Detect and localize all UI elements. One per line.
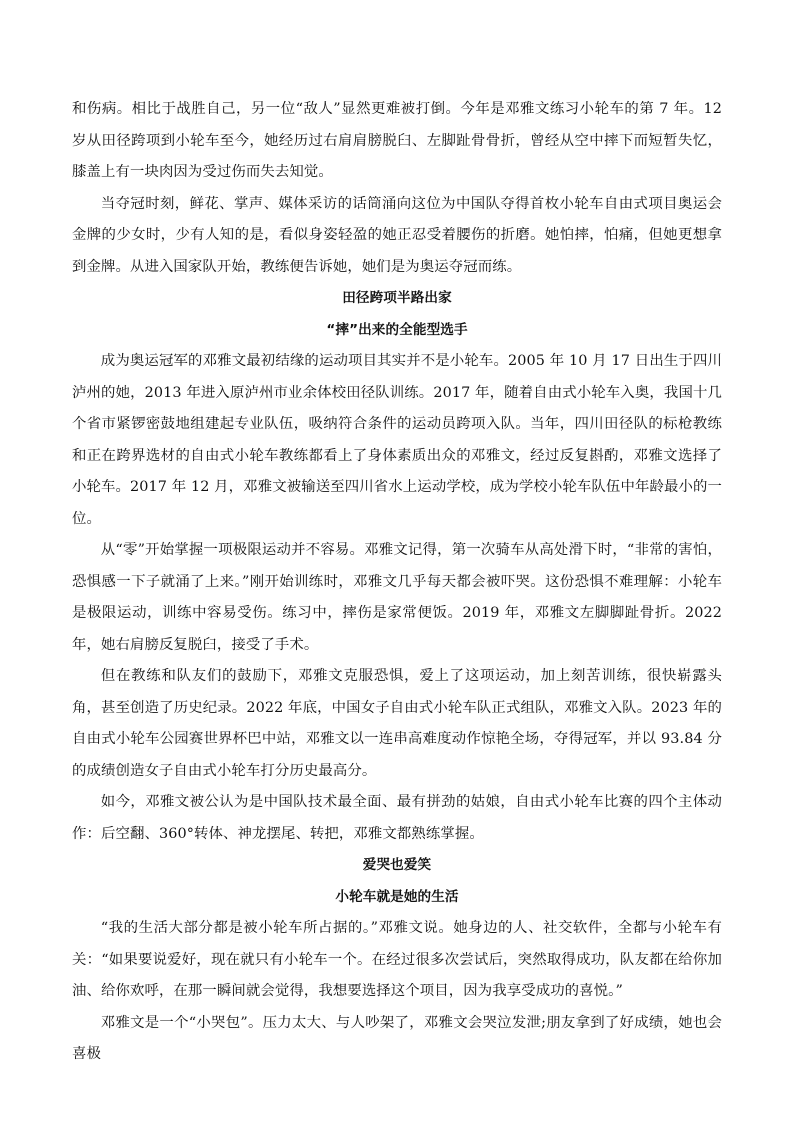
section1-paragraph-1: 成为奥运冠军的邓雅文最初结缘的运动项目其实并不是小轮车。2005 年 10 月 17 日出生于四川泸州的她，2013 年进入原泸州市业余体校田径队训练。2017 年，随着自由式小轮车入奥，我国十几个省市紧锣密鼓地组建起专业队伍，吸纳符合条件的运动员跨项入队。当年，四川田径队的标枪教练和正在跨界选材的自由式小轮车教练都看上了身体素质出众的邓雅文，经过反复斟酌，邓雅文选择了小轮车。2017 年 12 月，邓雅文被输送至四川省水上运动学校，成为学校小轮车队伍中年龄最小的一位。 [72,353,722,527]
paragraph-intro-continued: 和伤病。相比于战胜自己，另一位“敌人”显然更难被打倒。今年是邓雅文练习小轮车的第 7 年。12 岁从田径跨项到小轮车至今，她经历过右肩肩膀脱臼、左脚趾骨骨折，曾经从空中摔下而短暂失忆，膝盖上有一块肉因为受过伤而失去知觉。 [72,101,722,180]
section-title-1: 田径跨项半路出家 [342,290,452,306]
section-subtitle-1: “摔”出来的全能型选手 [326,321,468,338]
section1-paragraph-4: 如今，邓雅文被公认为是中国队技术最全面、最有拼劲的姑娘，自由式小轮车比赛的四个主体动作：后空翻、360°转体、神龙摆尾、转把，邓雅文都熟练掌握。 [72,794,722,842]
section2-paragraph-1: “我的生活大部分都是被小轮车所占据的。”邓雅文说。她身边的人、社交软件，全都与小轮车有关：“如果要说爱好，现在就只有小轮车一个。在经过很多次尝试后，突然取得成功，队友都在给你加油、给你欢呼，在那一瞬间就会觉得，我想要选择这个项目，因为我享受成功的喜悦。” [72,920,722,999]
section-title-2: 爱哭也爱笑 [362,857,432,873]
document-page [72,94,722,1071]
section1-paragraph-2: 从“零”开始掌握一项极限运动并不容易。邓雅文记得，第一次骑车从高处滑下时，“非常的害怕，恐惧感一下子就涌了上来。”刚开始训练时，邓雅文几乎每天都会被吓哭。这份恐惧不难理解：小轮车是极限运动，训练中容易受伤。练习中，摔伤是家常便饭。2019 年，邓雅文左脚脚趾骨折。2022 年，她右肩膀反复脱臼，接受了手术。 [72,542,722,653]
section1-paragraph-3: 但在教练和队友们的鼓励下，邓雅文克服恐惧，爱上了这项运动，加上刻苦训练，很快崭露头角，甚至创造了历史纪录。2022 年底，中国女子自由式小轮车队正式组队，邓雅文入队。2023 年的自由式小轮车公园赛世界杯巴中站，邓雅文以一连串高难度动作惊艳全场，夺得冠军，并以 93.84 分的成绩创造女子自由式小轮车打分历史最高分。 [72,668,722,779]
section2-paragraph-2: 邓雅文是一个“小哭包”。压力太大、与人吵架了，邓雅文会哭泣发泄;朋友拿到了好成绩，她也会喜极 [72,1014,722,1062]
section-subtitle-2: 小轮车就是她的生活 [335,888,459,905]
paragraph-intro-2: 当夺冠时刻，鲜花、掌声、媒体采访的话筒涌向这位为中国队夺得首枚小轮车自由式项目奥运会金牌的少女时，少有人知的是，看似身姿轻盈的她正忍受着腰伤的折磨。她怕摔，怕痛，但她更想拿到金牌。从进入国家队开始，教练便告诉她，她们是为奥运夺冠而练。 [72,195,722,275]
